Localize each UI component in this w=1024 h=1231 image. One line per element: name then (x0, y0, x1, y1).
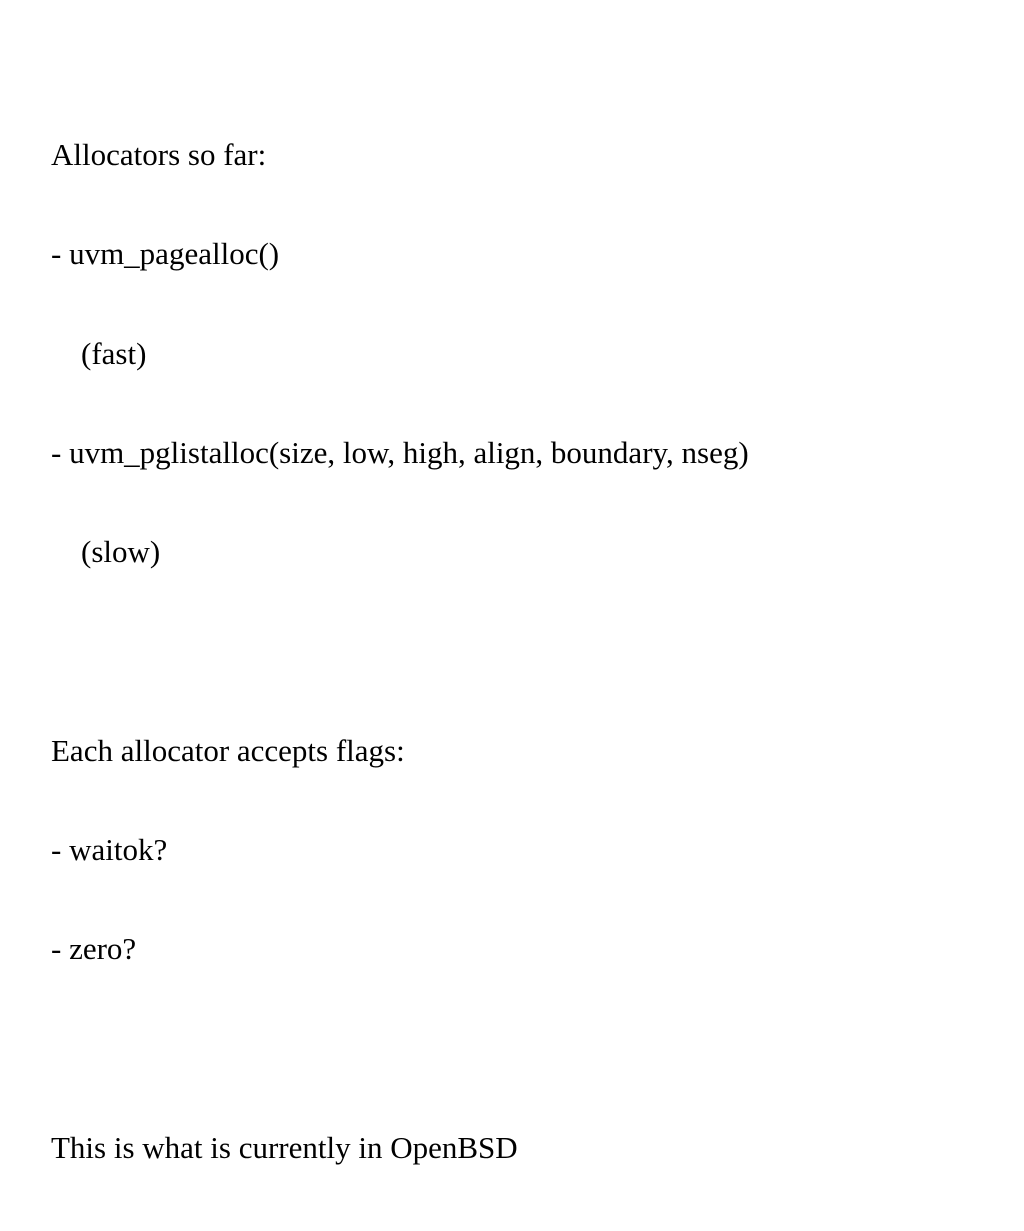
line-waitok-flag: - waitok? (51, 832, 168, 868)
line-uvm-pglistalloc: - uvm_pglistalloc(size, low, high, align, boundary, nseg) (51, 435, 749, 471)
line-fast-note: (fast) (81, 335, 147, 371)
line-uvm-pagealloc: - uvm_pagealloc() (51, 236, 280, 272)
line-flags-heading: Each allocator accepts flags: (51, 732, 405, 768)
line-blank-2 (51, 1032, 749, 1065)
line-zero-flag: - zero? (51, 931, 137, 967)
line-slow-note: (slow) (81, 534, 161, 570)
line-blank-1 (51, 635, 749, 668)
line-allocators-heading: Allocators so far: (51, 137, 267, 173)
slide-text-block (51, 72, 749, 1230)
line-openbsd-status: This is what is currently in OpenBSD (51, 1130, 518, 1165)
